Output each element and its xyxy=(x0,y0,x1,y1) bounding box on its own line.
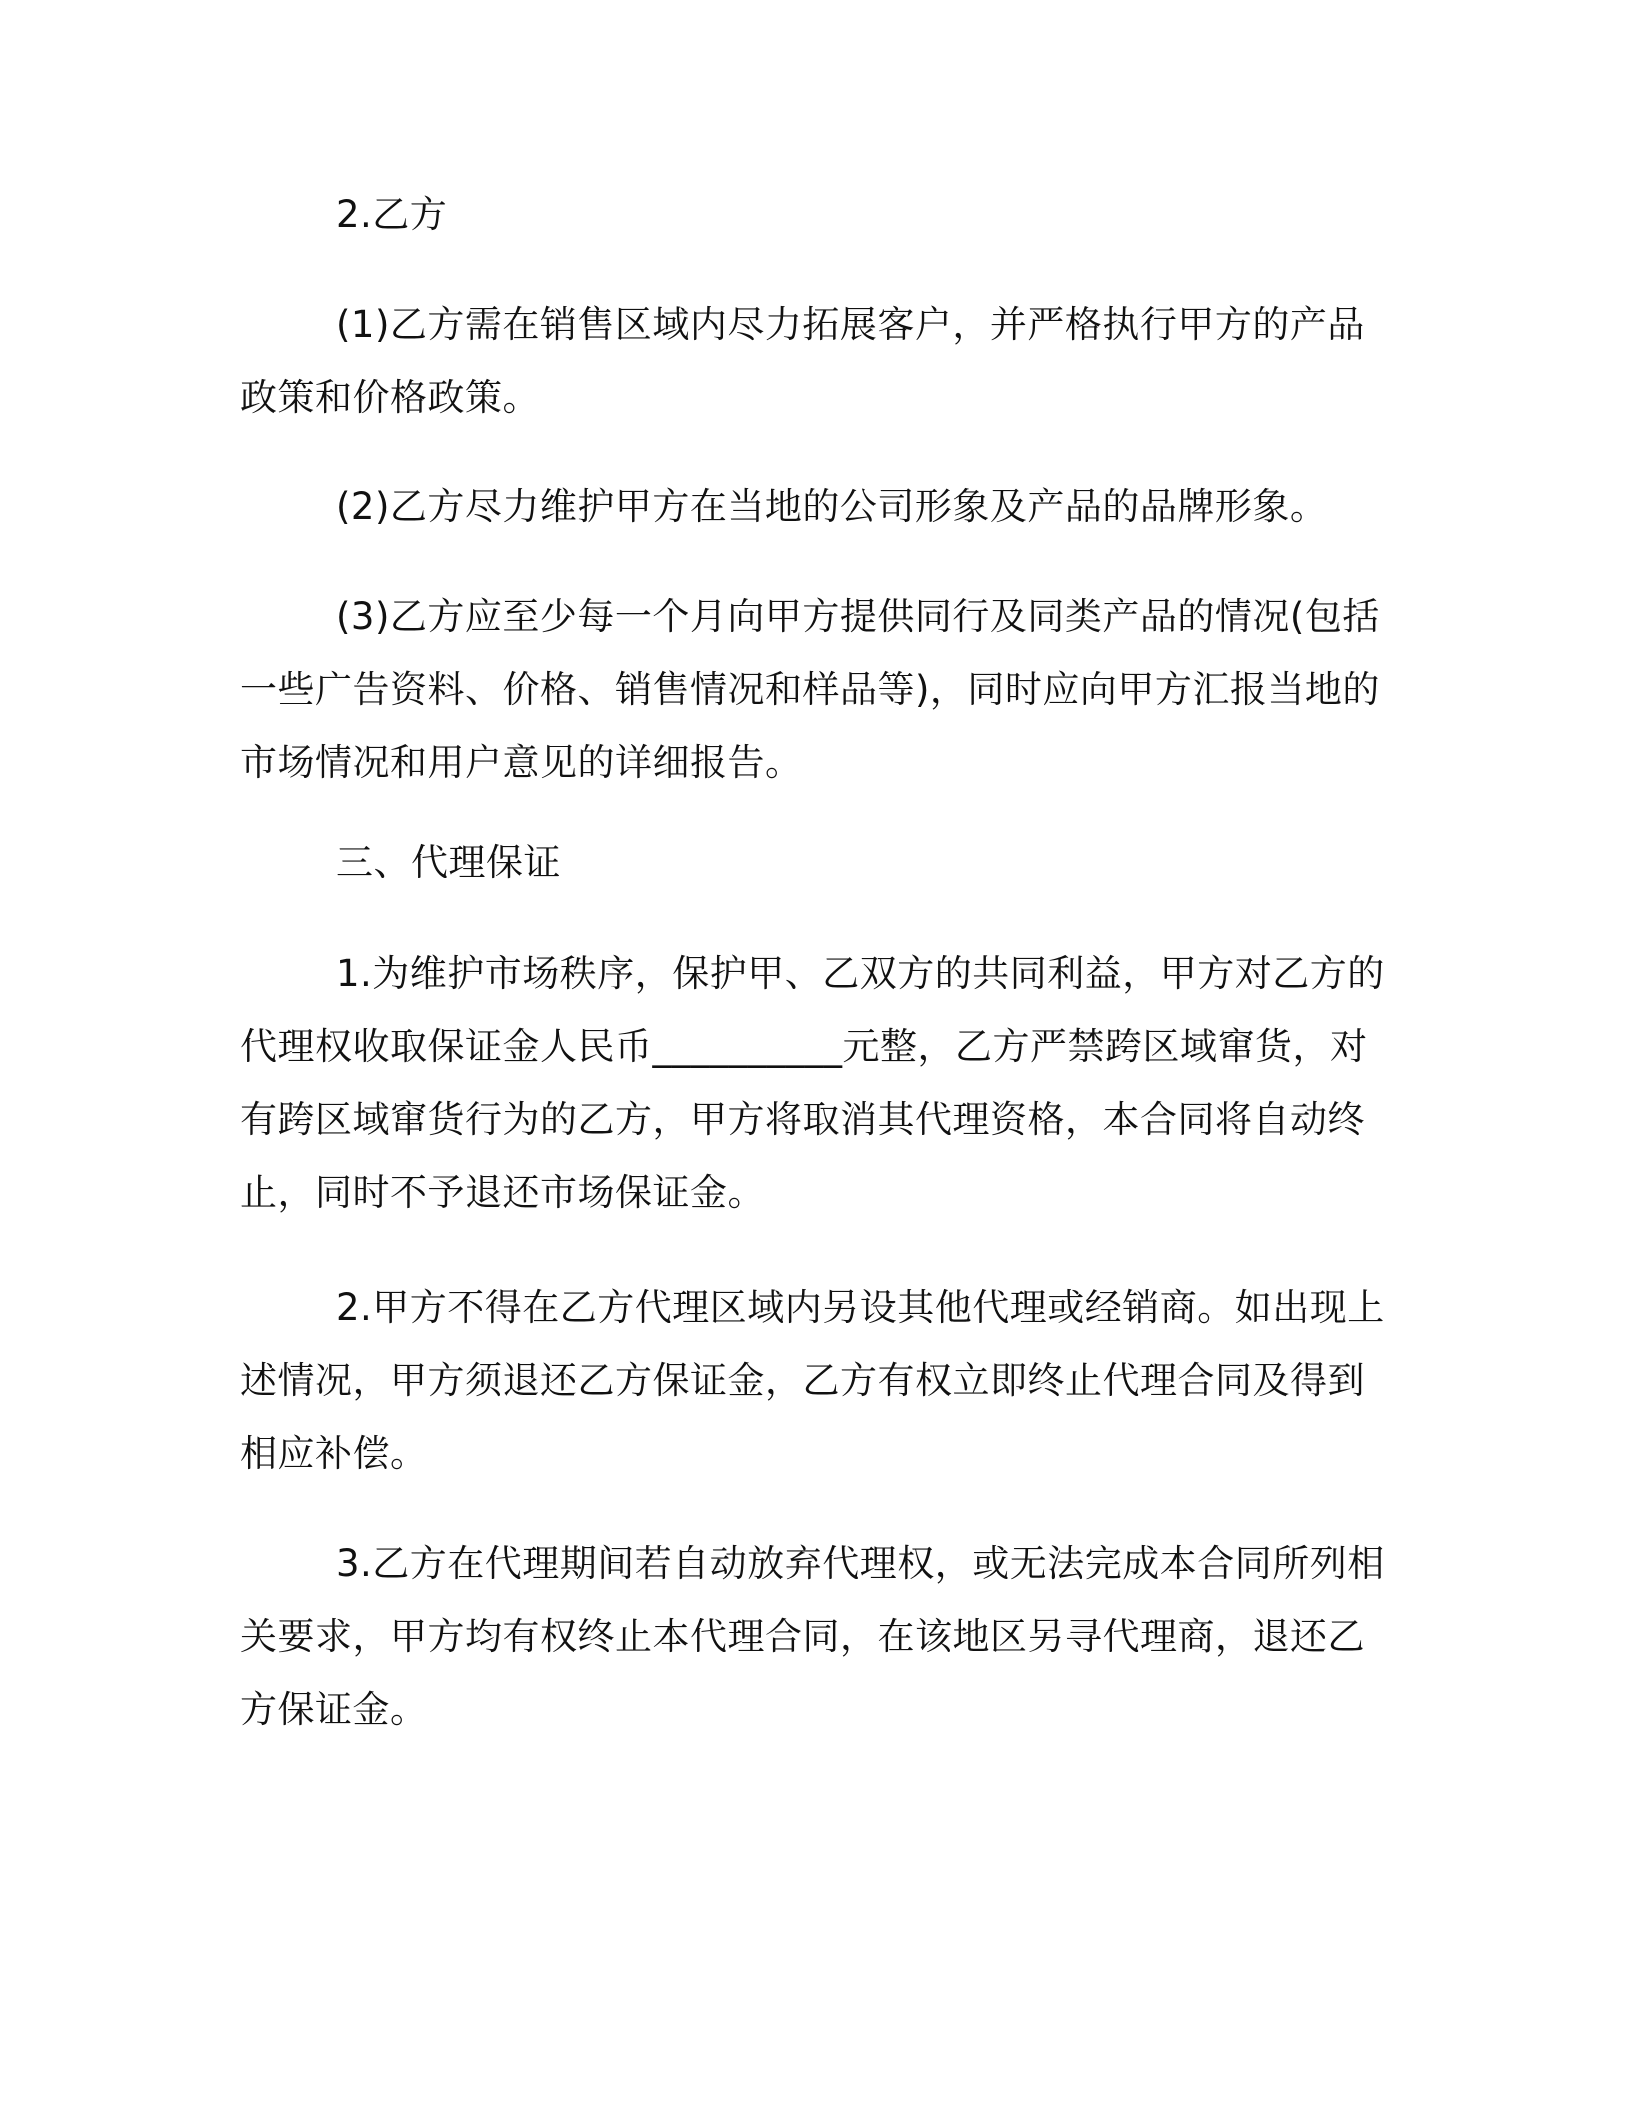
party-b-clause-3: (3)乙方应至少每一个月向甲方提供同行及同类产品的情况(包括一些广告资料、价格、销售情况和样品等)，同时应向甲方汇报当地的市场情况和用户意见的详细报告。 xyxy=(240,595,1380,784)
party-b-heading: 2.乙方 xyxy=(336,193,448,236)
guarantee-clause-1 xyxy=(240,937,1400,1229)
deposit-amount-blank: __________ xyxy=(652,1025,843,1068)
guarantee-heading: 三、代理保证 xyxy=(336,841,561,884)
guarantee-clause-3: 3.乙方在代理期间若自动放弃代理权，或无法完成本合同所列相关要求，甲方均有权终止本代理合同，在该地区另寻代理商，退还乙方保证金。 xyxy=(240,1542,1385,1731)
guarantee-clause-1-text-start: 1.为维护市场秩序，保护甲、乙双方的共同利益，甲方对乙方的代理权收取保证金人民币 xyxy=(240,952,1385,1068)
guarantee-clause-2: 2.甲方不得在乙方代理区域内另设其他代理或经销商。如出现上述情况，甲方须退还乙方保证金，乙方有权立即终止代理合同及得到相应补偿。 xyxy=(240,1286,1385,1475)
guarantee-clause-1-text-end: 元整，乙方严禁跨区域窜货，对有跨区域窜货行为的乙方，甲方将取消其代理资格，本合同将自动终止，同时不予退还市场保证金。 xyxy=(240,1025,1368,1214)
party-b-clause-1: (1)乙方需在销售区域内尽力拓展客户，并严格执行甲方的产品政策和价格政策。 xyxy=(240,303,1365,419)
party-b-clause-2: (2)乙方尽力维护甲方在当地的公司形象及产品的品牌形象。 xyxy=(336,485,1328,528)
